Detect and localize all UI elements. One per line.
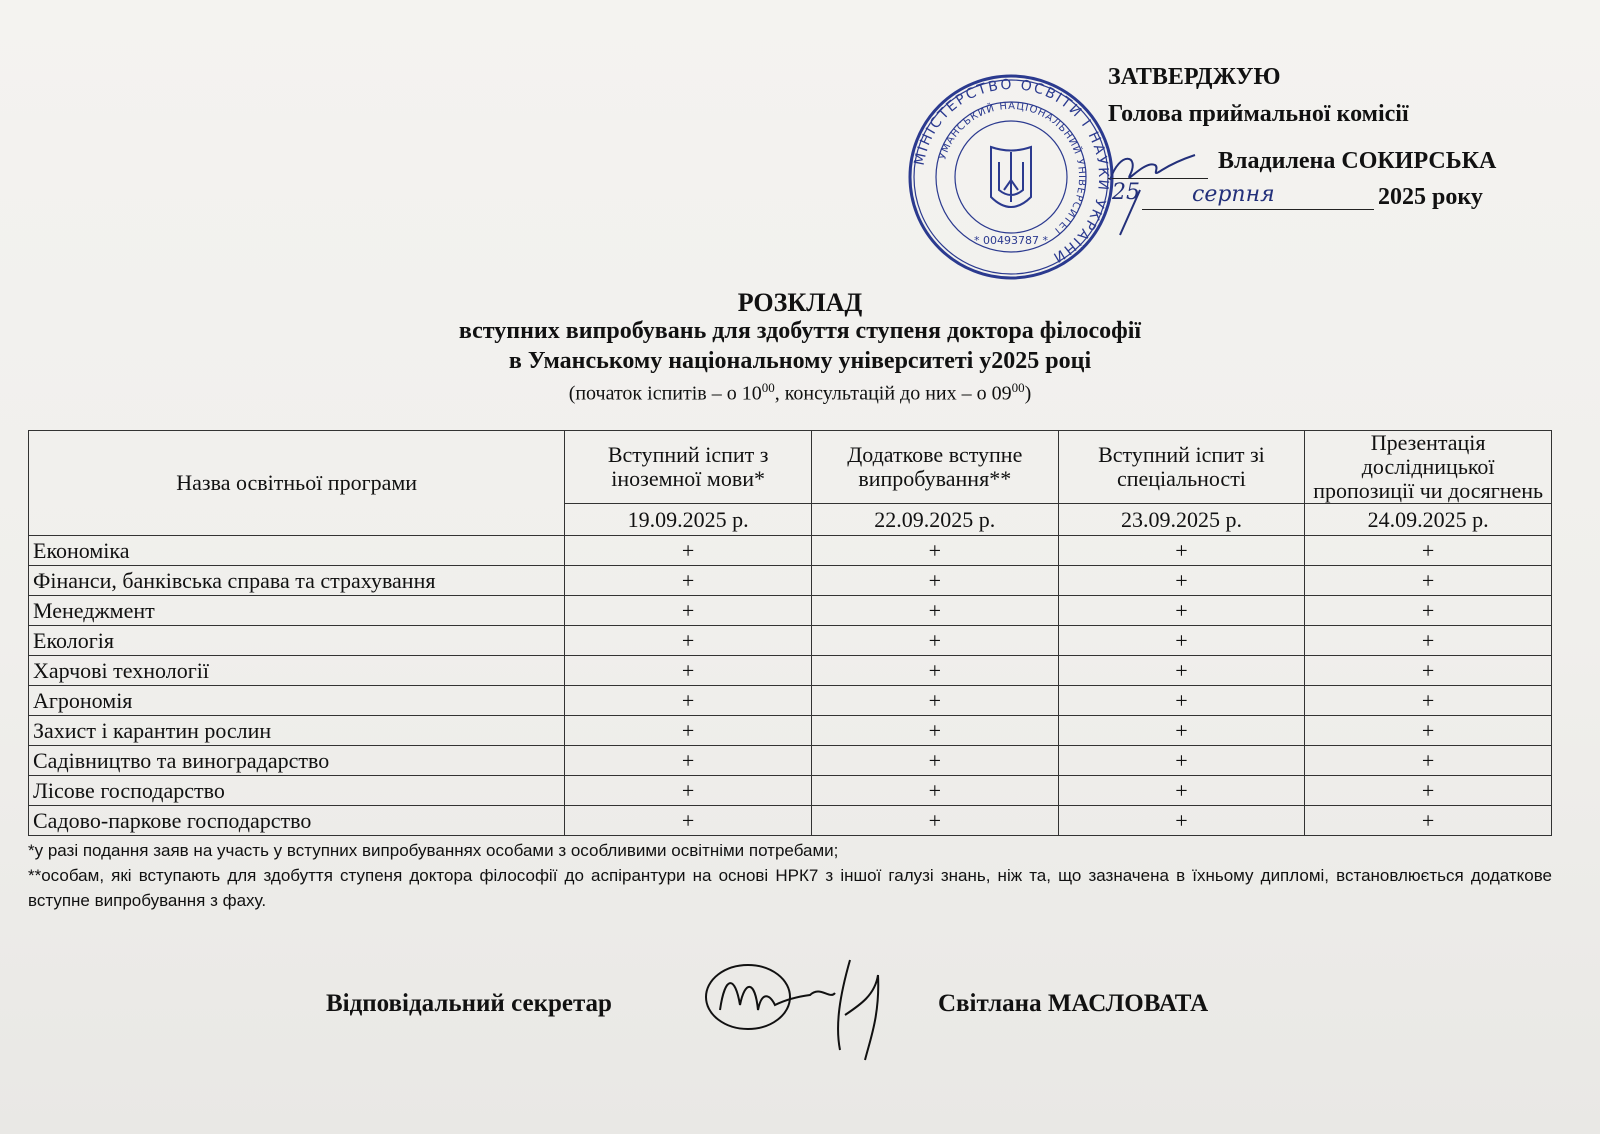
exam-mark: +	[811, 806, 1058, 836]
table-row	[29, 776, 1552, 806]
exam-mark: +	[1058, 626, 1305, 656]
column-header: Додаткове вступне випробування**	[811, 431, 1058, 504]
approval-position: Голова приймальної комісії	[1108, 101, 1409, 127]
exam-mark: +	[1058, 686, 1305, 716]
exam-mark: +	[1305, 656, 1552, 686]
footnote-1: *у разі подання заяв на участь у вступних випробуваннях особами з особливими освітніми потребами;	[28, 841, 839, 860]
table-row	[29, 596, 1552, 626]
exam-mark: +	[1305, 566, 1552, 596]
exam-mark: +	[1305, 716, 1552, 746]
exam-mark: +	[1058, 566, 1305, 596]
doc-subtitle-2: в Уманському національному університеті у2025 році	[508, 348, 1092, 374]
program-name: Лісове господарство	[29, 776, 565, 806]
exam-mark: +	[565, 626, 812, 656]
program-name: Садово-паркове господарство	[29, 806, 565, 836]
secretary-name: Світлана МАСЛОВАТА	[938, 990, 1209, 1017]
program-name: Садівництво та виноградарство	[29, 746, 565, 776]
program-header: Назва освітньої програми	[29, 431, 565, 536]
exam-mark: +	[1305, 536, 1552, 566]
exam-mark: +	[1305, 806, 1552, 836]
exam-mark: +	[565, 596, 812, 626]
table-row	[29, 536, 1552, 566]
approver-signature	[1100, 130, 1220, 240]
exam-mark: +	[811, 686, 1058, 716]
exam-mark: +	[1058, 746, 1305, 776]
exam-mark: +	[1058, 776, 1305, 806]
exam-mark: +	[811, 776, 1058, 806]
time-note: (початок іспитів – о $10^{00}$, консультацій до них – о $09^{00}$)	[568, 380, 1032, 405]
exam-date: 19.09.2025 р.	[565, 504, 812, 536]
footnotes	[28, 838, 1552, 913]
exam-date: 24.09.2025 р.	[1305, 504, 1552, 536]
table-row	[29, 566, 1552, 596]
table-row	[29, 716, 1552, 746]
exam-mark: +	[811, 566, 1058, 596]
exam-date: 22.09.2025 р.	[811, 504, 1058, 536]
approver-name: Владилена СОКИРСЬКА	[1218, 148, 1497, 174]
program-name: Менеджмент	[29, 596, 565, 626]
schedule-table	[28, 430, 1552, 836]
table-row	[29, 746, 1552, 776]
exam-mark: +	[811, 626, 1058, 656]
approval-heading: ЗАТВЕРДЖУЮ	[1108, 64, 1281, 90]
exam-mark: +	[1305, 686, 1552, 716]
column-header: Вступний іспит з іноземної мови*	[565, 431, 812, 504]
exam-mark: +	[565, 566, 812, 596]
column-header: Вступний іспит зі спеціальності	[1058, 431, 1305, 504]
footnote-2: **особам, які вступають для здобуття ступеня доктора філософії до аспірантури на основі НРК7 з іншої галузі знань, ніж та, що зазначена в їхньому дипломі, встановлюється додаткове вступне випробування з фаху.	[28, 866, 1552, 910]
exam-mark: +	[811, 596, 1058, 626]
exam-mark: +	[1058, 806, 1305, 836]
column-header: Презентація дослідницької пропозиції чи досягнень	[1305, 431, 1552, 504]
exam-mark: +	[565, 536, 812, 566]
exam-mark: +	[1058, 536, 1305, 566]
exam-mark: +	[811, 746, 1058, 776]
table-row	[29, 806, 1552, 836]
exam-mark: +	[1305, 626, 1552, 656]
program-name: Екологія	[29, 626, 565, 656]
stamp-code: * 00493787 *	[974, 234, 1048, 247]
exam-mark: +	[565, 716, 812, 746]
doc-title: РОЗКЛАД	[737, 288, 863, 317]
exam-mark: +	[565, 746, 812, 776]
program-name: Захист і карантин рослин	[29, 716, 565, 746]
exam-mark: +	[565, 686, 812, 716]
handwritten-day: 25	[1112, 180, 1140, 205]
table-row	[29, 626, 1552, 656]
program-name: Харчові технології	[29, 656, 565, 686]
handwritten-month: серпня	[1192, 182, 1275, 207]
trident-icon	[991, 147, 1031, 207]
table-row	[29, 656, 1552, 686]
secretary-role: Відповідальний секретар	[326, 990, 612, 1017]
official-stamp	[906, 72, 1116, 282]
table-row	[29, 686, 1552, 716]
stamp-outer-text: МІНІСТЕРСТВО ОСВІТИ І НАУКИ УКРАЇНИ	[911, 76, 1112, 267]
program-name: Економіка	[29, 536, 565, 566]
stamp-inner-text: УМАНСЬКИЙ НАЦІОНАЛЬНИЙ УНІВЕРСИТЕТ	[937, 100, 1088, 238]
exam-mark: +	[811, 536, 1058, 566]
exam-mark: +	[1305, 596, 1552, 626]
exam-mark: +	[565, 776, 812, 806]
exam-mark: +	[565, 656, 812, 686]
exam-mark: +	[1305, 776, 1552, 806]
exam-mark: +	[1058, 716, 1305, 746]
exam-mark: +	[1305, 746, 1552, 776]
program-name: Фінанси, банківська справа та страхування	[29, 566, 565, 596]
secretary-signature	[700, 955, 920, 1065]
exam-mark: +	[811, 656, 1058, 686]
exam-mark: +	[811, 716, 1058, 746]
doc-subtitle-1: вступних випробувань для здобуття ступеня доктора філософії	[458, 318, 1142, 344]
exam-mark: +	[1058, 656, 1305, 686]
program-name: Агрономія	[29, 686, 565, 716]
approval-year: 2025 року	[1378, 184, 1483, 210]
exam-date: 23.09.2025 р.	[1058, 504, 1305, 536]
exam-mark: +	[1058, 596, 1305, 626]
exam-mark: +	[565, 806, 812, 836]
